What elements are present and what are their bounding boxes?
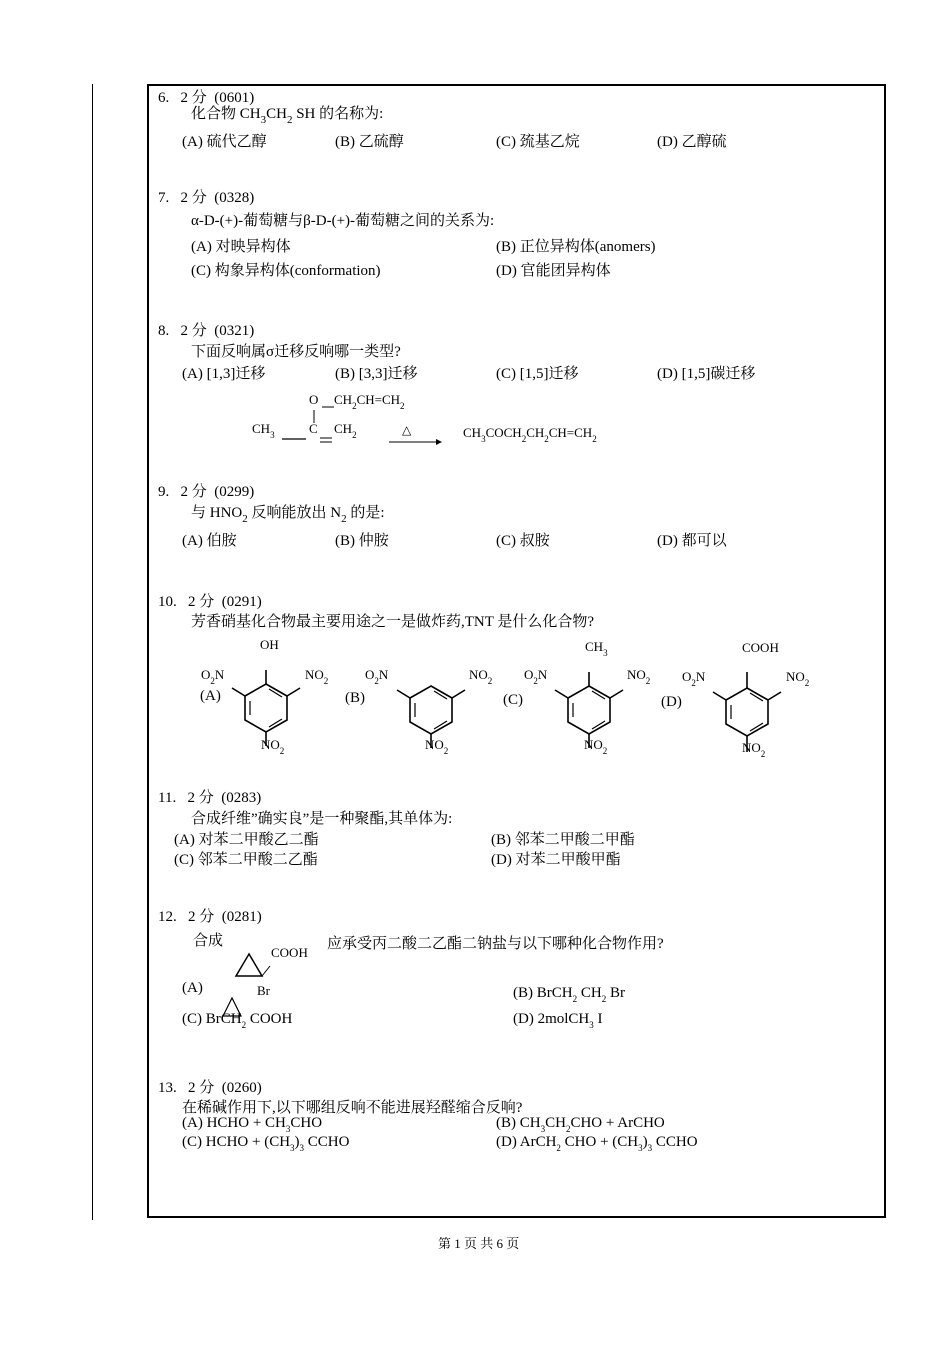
- left-substituent: $O_2N$: [524, 667, 548, 686]
- option-d[interactable]: (D) 2molCH$_3$ I: [513, 1011, 603, 1030]
- question-number: 10. 2 分 (0291): [158, 594, 262, 610]
- option-d[interactable]: (D) [1,5]碳迁移: [657, 366, 756, 382]
- heat-symbol: △: [402, 423, 412, 437]
- top-substituent: $CH_3$: [585, 639, 608, 658]
- option-c[interactable]: (C) 巯基乙烷: [496, 134, 580, 150]
- methylene-group: $CH_2$: [334, 421, 357, 440]
- question-number: 8. 2 分 (0321): [158, 323, 255, 339]
- methyl-group: $CH_3$: [252, 421, 275, 440]
- right-substituent: $NO_2$: [627, 667, 651, 686]
- question-stem: α-D-(+)-葡萄糖与β-D-(+)-葡萄糖之间的关系为:: [191, 213, 495, 229]
- option-label: (B): [345, 690, 365, 706]
- left-substituent: $O_2N$: [365, 667, 389, 686]
- bottom-substituent: $NO_2$: [584, 737, 608, 756]
- question-number: 12. 2 分 (0281): [158, 909, 262, 925]
- allyl-group: $CH_2CH=CH_2$: [334, 392, 405, 411]
- reaction-product: $CH_3COCH_2CH_2CH=CH_2$: [463, 425, 597, 444]
- option-a[interactable]: (A): [182, 980, 203, 996]
- bottom-substituent: $NO_2$: [742, 740, 766, 759]
- left-substituent: $O_2N$: [201, 667, 225, 686]
- option-b[interactable]: (B) 邻苯二甲酸二甲酯: [491, 832, 635, 848]
- option-b[interactable]: (B) $CH_3CH_2CHO$ + ArCHO: [496, 1115, 665, 1134]
- option-a[interactable]: (A) [1,3]迁移: [182, 366, 266, 382]
- option-d[interactable]: (D) 都可以: [657, 533, 727, 549]
- right-substituent: $NO_2$: [469, 667, 493, 686]
- option-b[interactable]: (B) 乙硫醇: [335, 134, 404, 150]
- bottom-substituent: $NO_2$: [425, 737, 449, 756]
- question-stem: 应承受丙二酸二乙酯二钠盐与以下哪种化合物作用?: [327, 936, 664, 952]
- option-a[interactable]: (A) 硫代乙醇: [182, 134, 267, 150]
- bottom-substituent: $NO_2$: [261, 737, 285, 756]
- option-c[interactable]: (C) HCHO + $(CH_3)_3$ CCHO: [182, 1134, 350, 1153]
- option-d[interactable]: (D) ArCH$_2$ CHO + $(CH_3)_3$ CCHO: [496, 1134, 698, 1153]
- page-footer: 第 1 页 共 6 页: [438, 1236, 520, 1251]
- top-substituent: COOH: [742, 640, 779, 655]
- option-c[interactable]: (C) BrCH$_2$ COOH: [182, 1011, 293, 1030]
- question-number: 6. 2 分 (0601): [158, 90, 255, 106]
- option-c[interactable]: (C) 叔胺: [496, 533, 550, 549]
- left-substituent: $O_2N$: [682, 669, 706, 688]
- option-b[interactable]: (B) 仲胺: [335, 533, 389, 549]
- option-label: (A): [200, 688, 221, 704]
- option-b[interactable]: (B) BrCH$_2$ $CH_2$ Br: [513, 985, 625, 1004]
- question-stem: 化合物 $CH_3CH_2$ SH 的名称为:: [191, 106, 384, 126]
- right-substituent: $NO_2$: [786, 669, 810, 688]
- question-number: 11. 2 分 (0283): [158, 790, 262, 806]
- option-label: (D): [661, 694, 682, 710]
- carbon-atom: C: [309, 421, 318, 436]
- question-stem: 下面反响属σ迁移反响哪一类型?: [191, 344, 401, 360]
- question-number: 7. 2 分 (0328): [158, 190, 255, 206]
- option-b[interactable]: (B) [3,3]迁移: [335, 366, 418, 382]
- question-stem: 合成纤维”确实良”是一种聚酯,其单体为:: [191, 811, 453, 827]
- option-a[interactable]: (A) HCHO + $CH_3CHO$: [182, 1115, 323, 1134]
- option-c[interactable]: (C) [1,5]迁移: [496, 366, 579, 382]
- top-substituent: OH: [260, 637, 279, 652]
- option-a[interactable]: (A) 对苯二甲酸乙二酯: [174, 832, 319, 848]
- option-c[interactable]: (C) 邻苯二甲酸二乙酯: [174, 852, 318, 868]
- target-carboxyl: COOH: [271, 945, 308, 960]
- option-d[interactable]: (D) 乙醇硫: [657, 134, 727, 150]
- question-stem: 与 $HNO_2$ 反响能放出 $N_2$ 的是:: [191, 505, 385, 525]
- question-stem: 芳香硝基化合物最主要用途之一是做炸药,TNT 是什么化合物?: [191, 614, 595, 630]
- option-b[interactable]: (B) 正位异构体(anomers): [496, 239, 656, 255]
- option-a[interactable]: (A) 对映异构体: [191, 239, 291, 255]
- right-substituent: $NO_2$: [305, 667, 329, 686]
- question-number: 9. 2 分 (0299): [158, 484, 255, 500]
- question-number: 13. 2 分 (0260): [158, 1080, 262, 1096]
- ether-oxygen: O: [309, 392, 319, 407]
- option-d[interactable]: (D) 对苯二甲酸甲酯: [491, 852, 621, 868]
- option-label: (C): [503, 692, 523, 708]
- option-c[interactable]: (C) 构象异构体(conformation): [191, 263, 381, 279]
- option-d[interactable]: (D) 官能团异构体: [496, 263, 611, 279]
- bromine-label: Br: [257, 983, 270, 998]
- question-stem-prefix: 合成: [193, 933, 224, 949]
- option-a[interactable]: (A) 伯胺: [182, 533, 237, 549]
- question-stem: 在稀碱作用下,以下哪组反响不能进展羟醛缩合反响?: [182, 1100, 523, 1116]
